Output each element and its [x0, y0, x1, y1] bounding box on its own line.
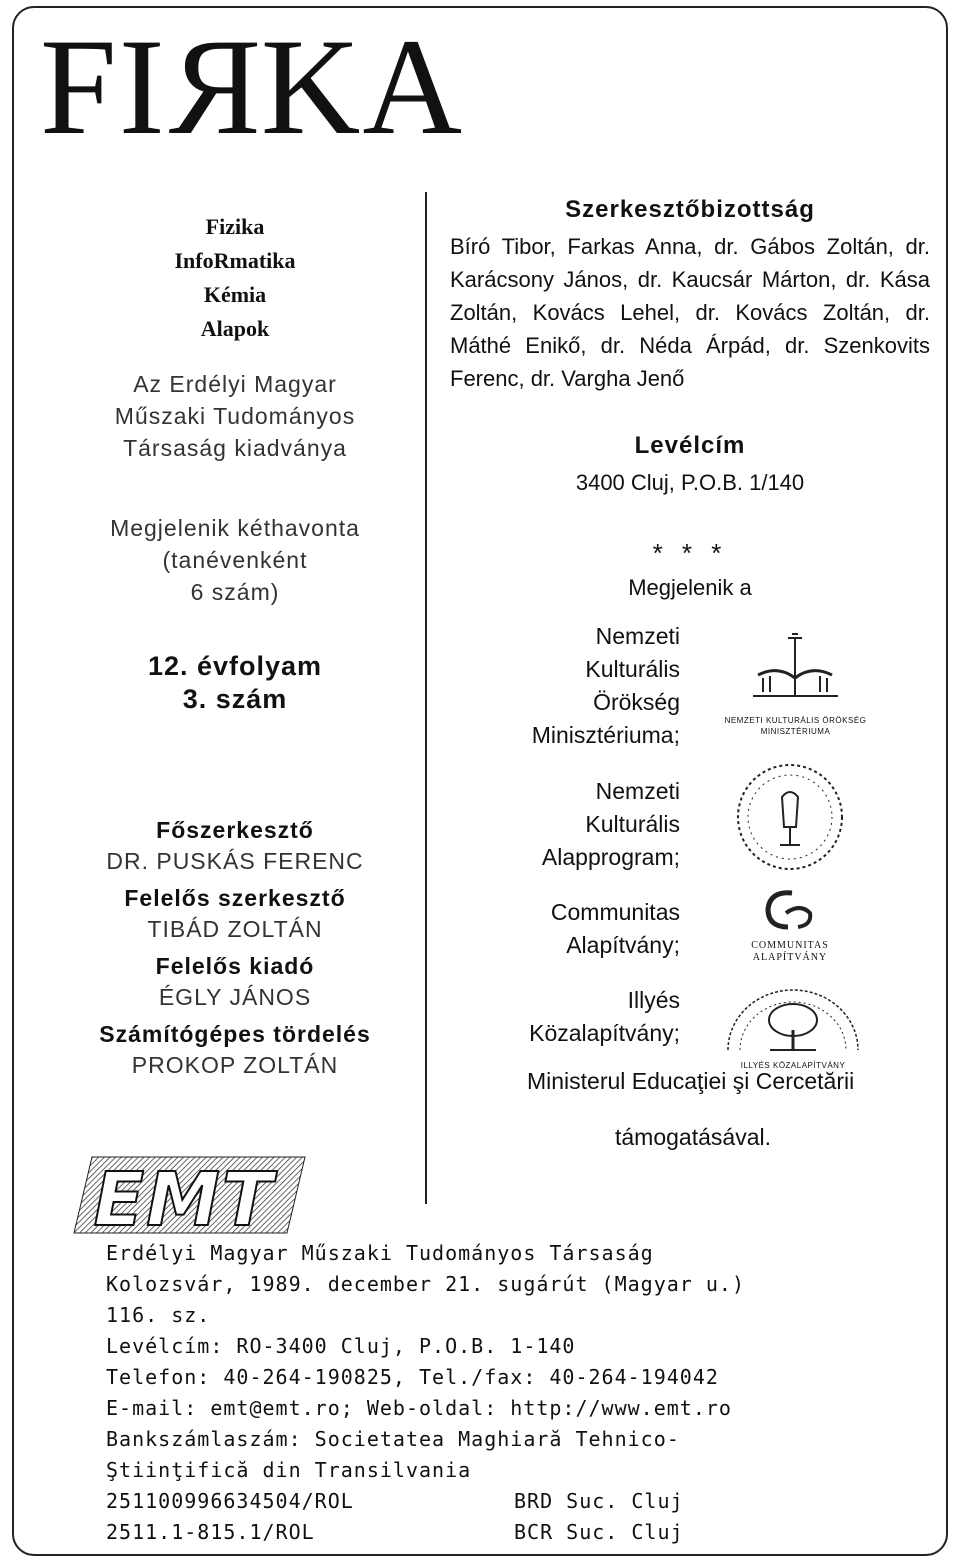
appears-with-text: Megjelenik a	[628, 575, 752, 600]
emt-logo-text: EMT	[93, 1157, 275, 1235]
ministry-heritage-icon	[708, 630, 883, 710]
emblem-caption: COMMUNITAS	[751, 940, 829, 951]
footer-line: E-mail: emt@emt.ro; Web-oldal: http://www.emt.ro	[106, 1396, 732, 1420]
sponsor-line: Örökség	[593, 689, 680, 715]
staff-name: ÉGLY JÁNOS	[158, 984, 312, 1010]
staff-block	[60, 815, 410, 1087]
acronym-line: InfoRmatika	[174, 248, 296, 273]
footer-line: Levélcím: RO-3400 Cluj, P.O.B. 1-140	[106, 1334, 576, 1358]
publisher-block	[60, 368, 410, 464]
frequency-line: (tanévenként	[162, 547, 308, 573]
cultural-program-icon	[730, 757, 850, 877]
acronym-line: Fizika	[205, 214, 265, 239]
acronym-line: Alapok	[200, 316, 270, 341]
volume-issue: 3. szám	[182, 684, 288, 714]
masthead-logo	[40, 10, 465, 163]
bank-account: 251100996634504/ROL	[106, 1489, 354, 1513]
emt-logo-icon	[72, 1155, 307, 1235]
sponsor-line: Kulturális	[585, 811, 680, 837]
sponsor-line: Nemzeti	[595, 778, 680, 804]
sponsor-line: Alapprogram;	[541, 844, 680, 870]
bank-row	[106, 1517, 806, 1548]
separator-stars: * * *	[652, 538, 728, 568]
emblem-caption: ILLYÉS KÖZALAPÍTVÁNY	[740, 1061, 846, 1070]
volume-block	[60, 650, 410, 716]
ministry-education: Ministerul Educaţiei şi Cercetării	[527, 1068, 855, 1094]
sponsor-line: Minisztériuma;	[531, 722, 680, 748]
bank-row	[106, 1486, 806, 1517]
mailing-heading: Levélcím	[634, 432, 746, 459]
masthead-reversed-letter: R	[166, 10, 261, 163]
footer-line: Kolozsvár, 1989. december 21. sugárút (Magyar u.) 116. sz.	[106, 1272, 746, 1327]
sponsor-communitas	[440, 896, 680, 962]
staff-name: PROKOP ZOLTÁN	[131, 1052, 339, 1078]
board-members: Bíró Tibor, Farkas Anna, dr. Gábos Zoltán, dr. Karácsony János, dr. Kaucsár Márton, dr. Kása Zoltán, Kovács Lehel, dr. Kovács Zoltán, dr. Máthé Enikő, dr. Néda Árpád, dr. Szenkovits Ferenc, dr. Vargha Jenő	[450, 234, 930, 391]
sponsor-line: Nemzeti	[595, 623, 680, 649]
acronym-block	[60, 210, 410, 346]
publisher-line: Társaság kiadványa	[123, 435, 347, 461]
sponsor-line: Illyés	[627, 987, 680, 1013]
staff-role: Felelős kiadó	[155, 953, 315, 979]
communitas-emblem	[730, 885, 850, 964]
sponsor-illyes	[440, 984, 680, 1050]
cultural-program-emblem	[730, 757, 850, 877]
sponsor-ministry-heritage	[440, 620, 680, 752]
communitas-icon	[730, 885, 850, 935]
sponsor-line: Alapítvány;	[566, 932, 680, 958]
bank-account: 2511.1-815.1/ROL	[106, 1520, 315, 1544]
frequency-block	[60, 512, 410, 608]
board-heading: Szerkesztőbizottság	[565, 196, 815, 223]
emblem-caption: MINISZTÉRIUMA	[760, 727, 831, 736]
mailing-address: 3400 Cluj, P.O.B. 1/140	[575, 470, 805, 495]
staff-role: Főszerkesztő	[156, 817, 314, 843]
emblem-caption: ALAPÍTVÁNY	[752, 952, 828, 963]
publisher-line: Műszaki Tudományos	[114, 403, 356, 429]
staff-name: DR. PUSKÁS FERENC	[106, 848, 364, 874]
footer-contact	[106, 1238, 806, 1548]
frequency-line: 6 szám)	[190, 579, 280, 605]
bank-name: BRD Suc. Cluj	[514, 1489, 684, 1513]
volume-year: 12. évfolyam	[147, 651, 323, 681]
sponsor-line: Communitas	[550, 899, 680, 925]
sponsor-line: Kulturális	[585, 656, 680, 682]
illyes-emblem	[718, 980, 868, 1070]
column-divider	[425, 192, 427, 1204]
footer-line: Telefon: 40-264-190825, Tel./fax: 40-264-194042	[106, 1365, 719, 1389]
footer-line: Ştiinţifică din Transilvania	[106, 1458, 472, 1482]
ministry-heritage-emblem	[708, 630, 883, 737]
masthead-part1: FI	[40, 10, 167, 163]
illyes-tree-icon	[718, 980, 868, 1056]
staff-name: TIBÁD ZOLTÁN	[147, 916, 323, 942]
bank-name: BCR Suc. Cluj	[514, 1520, 684, 1544]
frequency-line: Megjelenik kéthavonta	[110, 515, 360, 541]
footer-line: Erdélyi Magyar Műszaki Tudományos Társaság	[106, 1241, 654, 1265]
sponsor-line: Közalapítvány;	[529, 1020, 680, 1046]
staff-role: Számítógépes tördelés	[99, 1021, 371, 1047]
staff-role: Felelős szerkesztő	[124, 885, 346, 911]
sponsor-cultural-program	[440, 775, 680, 874]
publisher-line: Az Erdélyi Magyar	[133, 371, 337, 397]
emblem-caption: NEMZETI KULTURÁLIS ÖRÖKSÉG	[724, 716, 867, 725]
support-text: támogatásával.	[615, 1124, 771, 1150]
masthead-part2: KA	[260, 10, 465, 163]
acronym-line: Kémia	[203, 282, 267, 307]
footer-line: Bankszámlaszám: Societatea Maghiară Tehnico-	[106, 1427, 680, 1451]
